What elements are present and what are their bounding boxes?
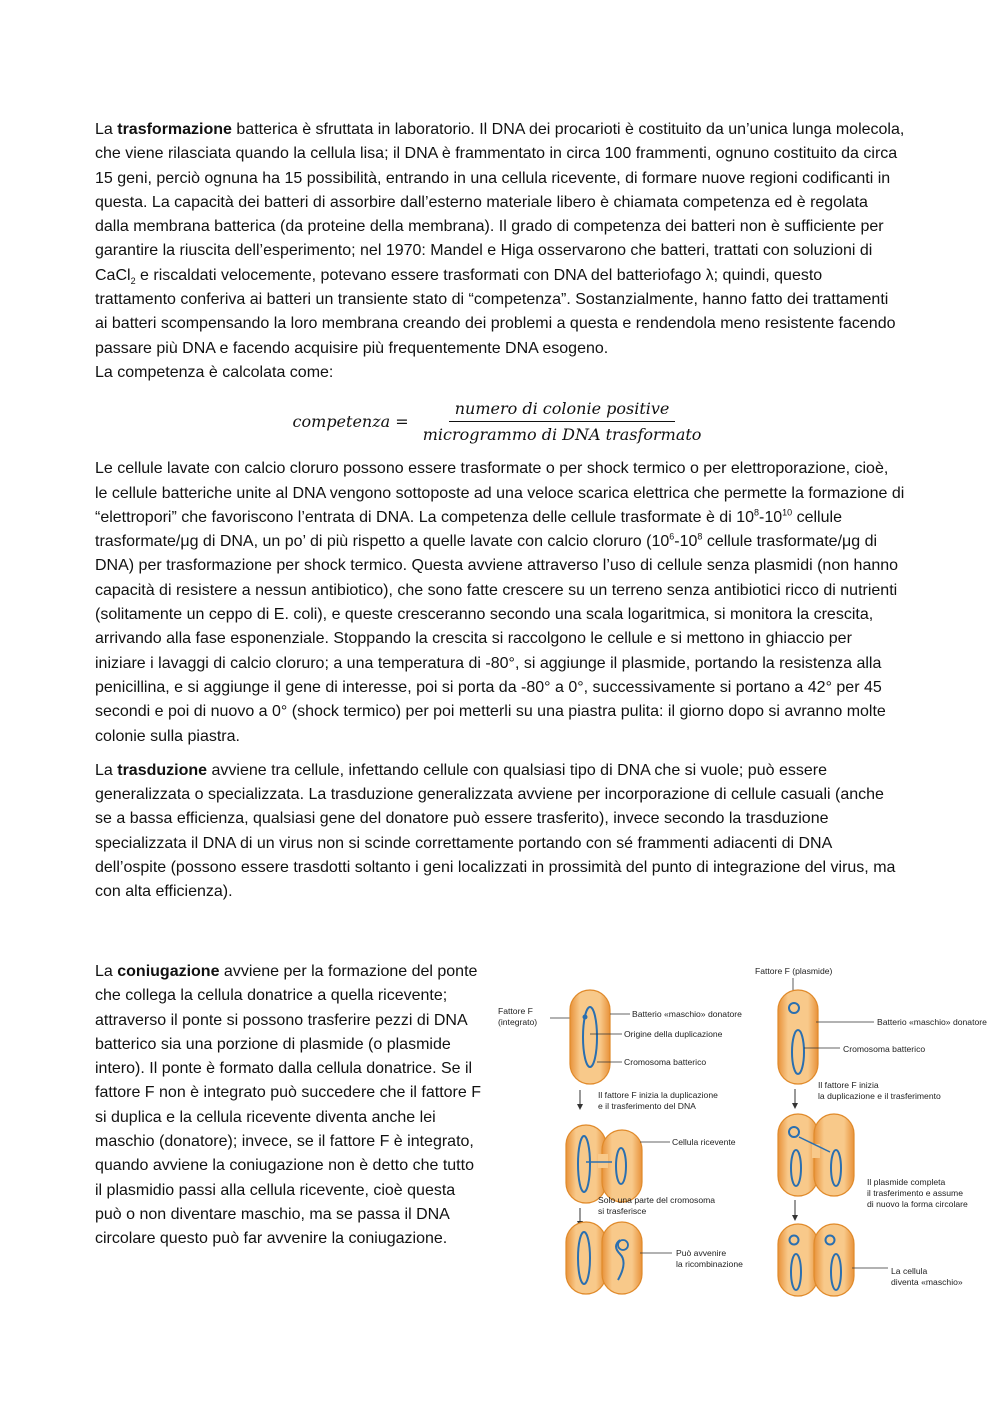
document-page <box>95 118 905 915</box>
label-recomb-b: la ricombinazione <box>676 1259 743 1269</box>
formula-lhs: competenza = <box>292 411 409 431</box>
formula-fraction <box>417 399 708 444</box>
label-plasmid: Fattore F (plasmide) <box>755 966 833 976</box>
left-column-integrated <box>498 990 743 1294</box>
label-step1-left-a: Il fattore F inizia la duplicazione <box>598 1090 718 1100</box>
paragraph-elettroporazione: Le cellule lavate con calcio cloruro possono essere trasformate o per shock termico o per elettroporazione, cioè, le cellule batteriche unite al DNA vengono sottoposte ad una veloce scarica elettrica che permette la formazione di “elettropori” che favoriscono l’entrata di DNA. La competenza delle cellule trasformate è di $10^8-10^{10}$ cellule trasformate/μg di DNA, un po’ di più rispetto a quelle lavate con calcio cloruro ($10^6-10^8$ cellule trasformate/μg di DNA) per trasformazione per shock termico. Questa avviene attraverso l’uso di cellule senza plasmidi (non hanno capacità di resistere a nessun antibiotico), che sono fatte crescere su un terreno senza antibiotici ricco di nutrienti (solitamente un ceppo di E. coli), e queste cresceranno secondo una scala logaritmica, si monitora la crescita, arrivando alla fase esponenziale. Stoppando la crescita si raccolgono le cellule e si mettono in ghiaccio per iniziare i lavaggi di calcio cloruro; a una temperatura di -80°, si aggiunge il plasmide, portando la resistenza alla penicillina, e si aggiunge il gene di interesse, poi si porta da -80° a 0°, successivamente si portano a 42° per 45 secondi e poi di nuovo a 0° (shock termico) per poi metterli su una piastra pulita: il giorno dopo si avranno molte colonie sulla piastra. <box>95 460 905 745</box>
formula-numerator: numero di colonie positive <box>449 399 676 422</box>
term-trasformazione: trasformazione <box>117 121 232 138</box>
term-coniugazione: coniugazione <box>117 963 220 980</box>
label-chromosome-right: Cromosoma batterico <box>843 1044 926 1054</box>
coniugazione-figure <box>490 962 1000 1302</box>
competenza-formula <box>95 395 905 447</box>
label-fattore-f: Fattore F <box>498 1006 533 1016</box>
label-step1-left-b: e il trasferimento del DNA <box>598 1101 696 1111</box>
label-recomb-a: Può avvenire <box>676 1248 727 1258</box>
male-cell-icon <box>814 1224 854 1296</box>
competenza-intro: La competenza è calcolata come: <box>95 363 334 381</box>
right-column-plasmid <box>755 966 987 1296</box>
label-step2-left-a: Solo una parte del cromosoma <box>598 1195 716 1205</box>
label-donor-right: Batterio «maschio» donatore <box>877 1017 987 1027</box>
formula-denominator: microgrammo di DNA trasformato <box>422 424 702 444</box>
label-integrato: (integrato) <box>498 1017 538 1027</box>
label-male-a: La cellula <box>891 1266 928 1276</box>
label-step1-right-a: Il fattore F inizia <box>818 1080 879 1090</box>
donor-cell-icon <box>570 990 610 1084</box>
label-recipient: Cellula ricevente <box>672 1137 736 1147</box>
label-chromosome-left: Cromosoma batterico <box>624 1057 707 1067</box>
label-step2-right-a: Il plasmide completa <box>867 1177 946 1187</box>
paragraph-coniugazione: La coniugazione avviene per la formazione del ponte che collega la cellula donatrice a quella ricevente; attraverso il ponte si possono trasferire pezzi di DNA batterico sia una porzione di plasmide (o plasmide intero). Il ponte è formato dalla cellula donatrice. Se il fattore F non è integrato può succedere che il fattore F si duplica e la cellula ricevente diventa anche lei maschio (donatore); invece, se il fattore F è integrato, quando avviene la coniugazione non è detto che tutto il plasmidio passi alla cellula ricevente, cioè questa può o non diventare maschio, ma se passa il DNA circolare questo può far avvenire la coniugazione. <box>95 963 481 1248</box>
label-step2-left-b: si trasferisce <box>598 1206 647 1216</box>
label-donor-left: Batterio «maschio» donatore <box>632 1009 742 1019</box>
donor-cell-icon <box>778 1224 818 1296</box>
coniugazione-column <box>95 960 485 1252</box>
paragraph-trasduzione: La trasduzione avviene tra cellule, infettando cellule con qualsiasi tipo di DNA che si vuole; può essere generalizzata o specializzata. La trasduzione generalizzata avviene per incorporazione di cellule casuali (anche se a bassa efficienza, qualsiasi gene del donatore può essere trasferito), invece secondo la trasduzione specializzata il DNA di un virus non si scinde correttamente portando con sé frammenti adiacenti di DNA dell’ospite (possono essere trasdotti soltanto i geni localizzati in prossimità del punto di integrazione del virus, ma con alta efficienza). <box>95 761 896 901</box>
label-male-b: diventa «maschio» <box>891 1277 963 1287</box>
coniugazione-diagram <box>490 962 1000 1302</box>
label-step1-right-b: la duplicazione e il trasferimento <box>818 1091 941 1101</box>
label-origin: Origine della duplicazione <box>624 1029 723 1039</box>
paragraph-trasformazione: La trasformazione batterica è sfruttata in laboratorio. Il DNA dei procarioti è costituito da un’unica lunga molecola, che viene rilasciata quando la cellula lisa; il DNA è frammentato in circa 100 frammenti, ognuno costituito da circa 15 geni, perciò ognuna ha 15 possibilità, entrando in una cellula ricevente, di formare nuove regioni codificanti in questa. La capacità dei batteri di assorbire dall’esterno materiale libero è chiamata competenza ed è regolata dalla membrana batterica (da proteine della membrana). Il grado di competenza dei batteri non è sufficiente per garantire la riuscita dell’esperimento; nel 1970: Mandel e Higa osservarono che batteri, trattati con soluzioni di CaCl$_2$ e riscaldati velocemente, potevano essere trasformati con DNA del batteriofago λ; quindi, questo trattamento conferiva ai batteri un transiente stato di “competenza”. Sostanzialmente, hanno fatto dei trattamenti ai batteri scompensando la loro membrana creando dei problemi a questa e rendendola meno resistente facendo passare più DNA e facendo acquisire più frequentemente DNA esogeno. La competenza è calcolata come: <box>95 121 905 381</box>
term-trasduzione: trasduzione <box>117 761 208 779</box>
label-step2-right-b: il trasferimento e assume <box>867 1188 963 1198</box>
label-step2-right-c: di nuovo la forma circolare <box>867 1199 968 1209</box>
